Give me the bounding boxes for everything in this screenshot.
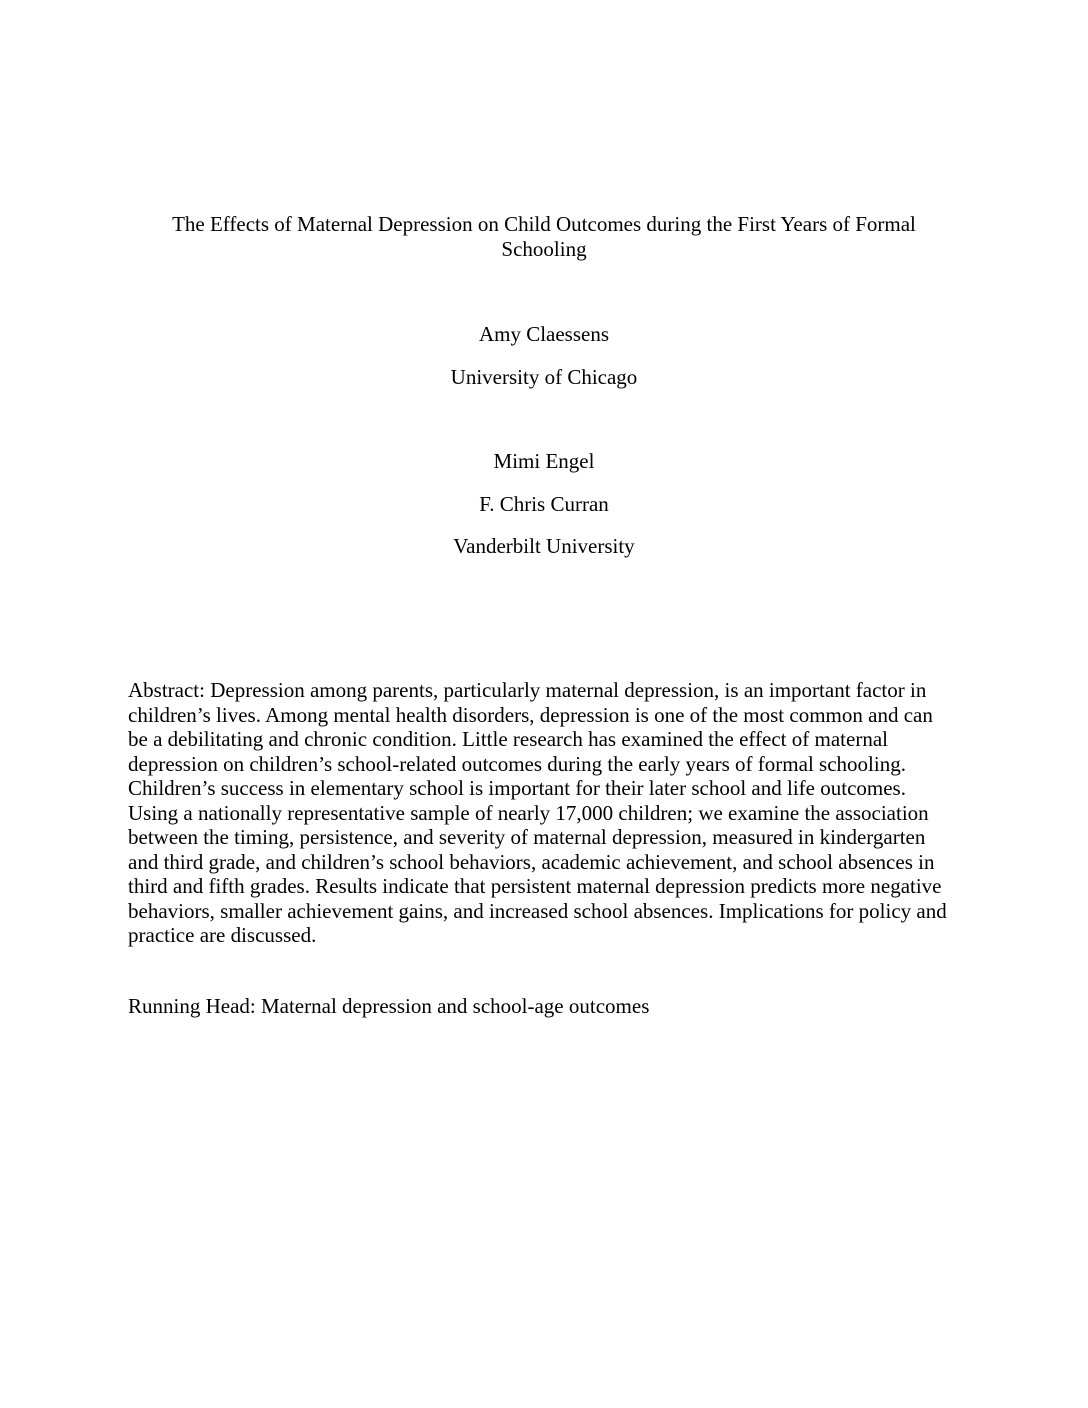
abstract-line: practice are discussed. [128,923,317,947]
abstract-line: and third grade, and children’s school behaviors, academic achievement, and school absences in [128,849,935,874]
paper-title-line-1: The Effects of Maternal Depression on Child Outcomes during the First Years of Formal [172,212,916,236]
author-affiliation-1: University of Chicago [450,365,638,389]
paper-title [128,212,960,262]
abstract-line: behaviors, smaller achievement gains, and increased school absences. Implications for policy and [128,898,947,923]
abstract [128,678,968,948]
abstract-line: Using a nationally representative sample of nearly 17,000 children; we examine the association [128,800,929,825]
abstract-line: depression on children’s school-related outcomes during the early years of formal schooling. [128,751,906,776]
abstract-line: Abstract: Depression among parents, particularly maternal depression, is an important factor in [128,678,927,702]
abstract-line: Children’s success in elementary school is important for their later school and life outcomes. [128,776,906,800]
abstract-line: be a debilitating and chronic condition. Little research has examined the effect of maternal [128,727,888,751]
abstract-line: children’s lives. Among mental health disorders, depression is one of the most common and can [128,702,933,727]
author-name-2: Mimi Engel [493,449,595,473]
running-head: Running Head: Maternal depression and school-age outcomes [128,994,650,1018]
abstract-line: between the timing, persistence, and severity of maternal depression, measured in kindergarten [128,825,926,849]
paper-title-line-2: Schooling [501,237,587,261]
author-affiliation-2: Vanderbilt University [453,534,635,558]
abstract-line: third and fifth grades. Results indicate that persistent maternal depression predicts more negative [128,874,942,898]
author-name-1: Amy Claessens [478,322,610,346]
author-name-3: F. Chris Curran [479,492,609,516]
